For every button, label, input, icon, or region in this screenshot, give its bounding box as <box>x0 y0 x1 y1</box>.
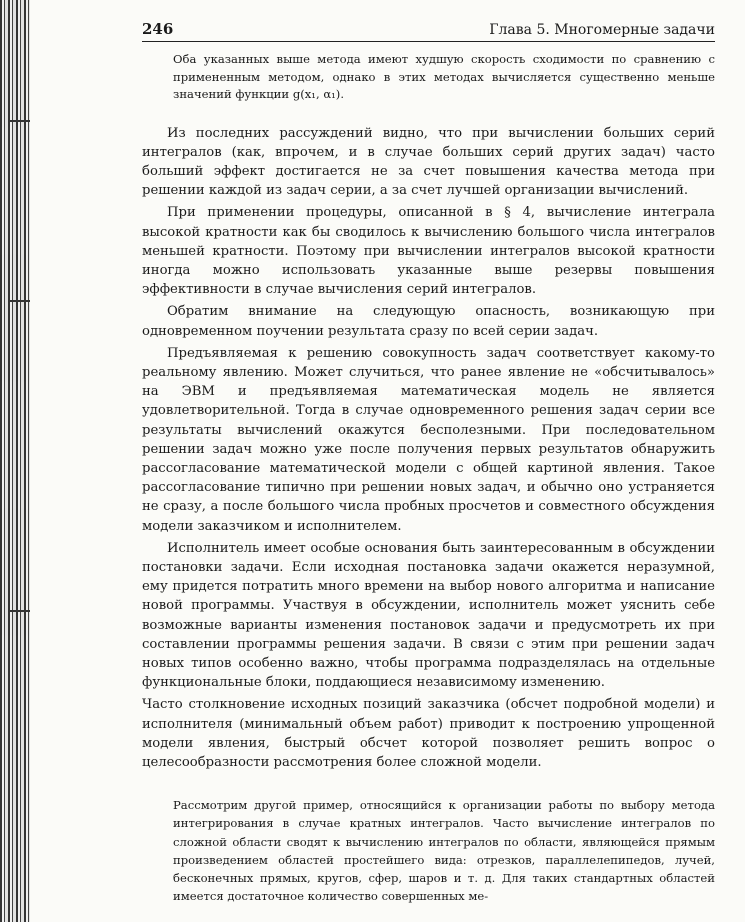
book-page <box>142 20 715 920</box>
page-number: 246 <box>142 20 174 38</box>
chapter-title: Глава 5. Многомерные задачи <box>489 22 715 38</box>
small-print-paragraph-top: Оба указанных выше метода имеют худшую скорость сходимости по сравнению с примененным методом, однако в этих методах вычисляется существенно меньше значений функции g(x₁, α₁). <box>173 52 715 101</box>
paragraph: Из последних рассуждений видно, что при вычислении больших серий интегралов (как, впрочем, и в случае больших серий других задач) часто больший эффект достигается не за счет повышения качества метода при решении каждой из задач серии, а за счет лучшей организации вычислений. <box>142 125 715 199</box>
paragraph: Часто столкновение исходных позиций заказчика (обсчет подробной модели) и исполнителя (минимальный объем работ) приводит к построению упрощенной модели явления, быстрый обсчет которой позволяет решить вопрос о целесообразности рассмотрения более сложной модели. <box>142 697 715 770</box>
running-header <box>142 20 715 42</box>
paragraph: Исполнитель имеет особые основания быть заинтересованным в обсуждении постановки задачи. Если исходная постановка задачи окажется неразумной, ему придется потратить много времени на выбор нового алгоритма и написание новой программы. Участвуя в обсуждении, исполнитель может уяснить себе возможные варианты изменения постановок задачи и предусмотреть их при составлении программы решения задачи. В связи с этим при решении задач новых типов особенно важно, чтобы программа подразделялась на отдельные функциональные блоки, поддающиеся независимому изменению. <box>142 540 715 691</box>
main-text <box>142 124 715 773</box>
paragraph: При применении процедуры, описанной в § 4, вычисление интеграла высокой кратности как бы сводилось к вычислению большого числа интегралов меньшей кратности. Поэтому при вычислении интегралов высокой кратности иногда можно использовать указанные выше резервы повышения эффективности в случае вычисления серий интегралов. <box>142 205 715 298</box>
spine-mark <box>8 120 30 122</box>
small-print-paragraph-bottom: Рассмотрим другой пример, относящийся к организации работы по выбору метода интегрирования в случае кратных интегралов. Часто вычисление интегралов по сложной области сводят к вычислению интегралов по области, являющейся прямым произведением областей простейшего вида: отрезков, параллелепипедов, лучей, бесконечных прямых, кругов, сфер, шаров и т. д. Для таких стандартных областей имеется достаточное количество совершенных ме- <box>173 798 715 904</box>
book-spine-shadow <box>0 0 30 922</box>
spine-mark <box>8 610 30 612</box>
paragraph: Предъявляемая к решению совокупность задач соответствует какому-то реальному явлению. Может случиться, что ранее явление не «обсчитывалось» на ЭВМ и предъявляемая математическая модель не является удовлетворительной. Тогда в случае одновременного решения задач серии все результаты вычислений окажутся бесполезными. При последовательном решении задач можно уже после получения первых результатов обнаружить рассогласование математической модели с общей картиной явления. Такое рассогласование типично при решении новых задач, и обычно оно устраняется не сразу, а после большого числа пробных просчетов и совместного обсуждения модели заказчиком и исполнителем. <box>142 345 715 534</box>
paragraph: Обратим внимание на следующую опасность, возникающую при одновременном поучении результата сразу по всей серии задач. <box>142 304 715 339</box>
spine-mark <box>8 300 30 302</box>
